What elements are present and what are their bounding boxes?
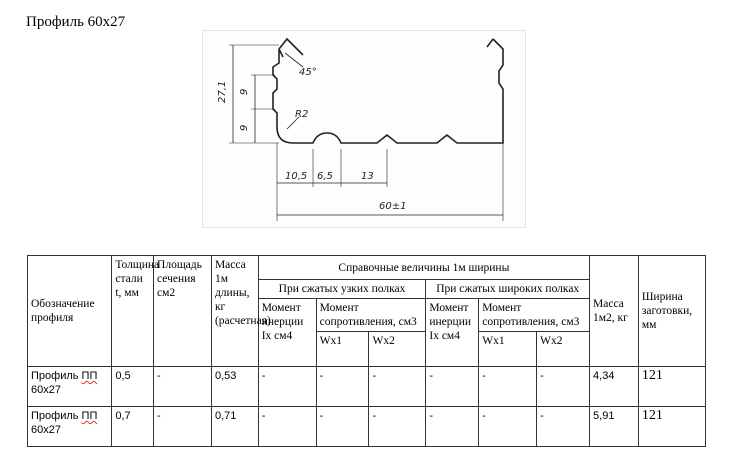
h-wide-inertia: Момент инерции Ix см4 (426, 299, 479, 367)
h-reference: Справочные величины 1м ширины (258, 256, 589, 280)
row-narrow-ix: - (258, 367, 316, 407)
dim1-label: 10,5 (285, 171, 308, 182)
row-wide-ix: - (426, 367, 479, 407)
angle-label: 45° (299, 67, 317, 78)
row-mass-1m: 0,71 (211, 407, 258, 447)
spec-table (27, 255, 706, 447)
profile-lip (279, 39, 303, 55)
profile-lip-right (487, 39, 493, 47)
radius-label: R2 (295, 109, 309, 120)
h-wide-wx2: Wx2 (537, 332, 590, 367)
row-wide-wx1: - (479, 367, 537, 407)
row-thickness: 0,5 (112, 367, 154, 407)
row-wide-ix: - (426, 407, 479, 447)
row-designation: Профиль ПП 60х27 (28, 367, 112, 407)
h-narrow-wx1: Wx1 (316, 332, 369, 367)
row-mass-1m2: 4,34 (590, 367, 639, 407)
h-area: Площадь сечения см2 (154, 256, 212, 367)
row-narrow-wx1: - (316, 367, 369, 407)
row-wide-wx2: - (537, 367, 590, 407)
table-row (28, 367, 706, 407)
dim3-label: 13 (361, 171, 374, 182)
width-label: 60±1 (379, 201, 407, 212)
angle-leader (285, 53, 303, 67)
h-thickness: Толщина стали t, мм (112, 256, 154, 367)
h-wide-wx1: Wx1 (479, 332, 537, 367)
profile-drawing (202, 30, 526, 228)
row-area: - (154, 367, 212, 407)
h-wide: При сжатых широких полках (426, 280, 590, 299)
row-wide-wx1: - (479, 407, 537, 447)
row-narrow-wx2: - (369, 407, 426, 447)
profile-svg (203, 31, 525, 227)
h-blank-width: Ширина заготовки, мм (638, 256, 705, 367)
h-mass-1m2: Масса 1м2, кг (590, 256, 639, 367)
row-width: 121 (638, 367, 705, 407)
h-mass-1m: Масса 1м длины, кг (расчетная) (211, 256, 258, 367)
row-area: - (154, 407, 212, 447)
row-thickness: 0,7 (112, 407, 154, 447)
row-designation: Профиль ПП 60х27 (28, 407, 112, 447)
height-label: 27,1 (217, 80, 228, 103)
h-wide-resist: Момент сопротивления, см3 (479, 299, 590, 332)
page-title: Профиль 60х27 (26, 14, 126, 30)
h-narrow-inertia: Момент инерции Ix см4 (258, 299, 316, 367)
row-wide-wx2: - (537, 407, 590, 447)
row-width: 121 (638, 407, 705, 447)
h-narrow-wx2: Wx2 (369, 332, 426, 367)
upper-label: 9 (239, 88, 250, 95)
h-narrow-resist: Момент сопротивления, см3 (316, 299, 426, 332)
row-mass-1m2: 5,91 (590, 407, 639, 447)
row-narrow-wx2: - (369, 367, 426, 407)
row-narrow-ix: - (258, 407, 316, 447)
row-mass-1m: 0,53 (211, 367, 258, 407)
dim2-label: 6,5 (317, 171, 333, 182)
row-narrow-wx1: - (316, 407, 369, 447)
profile-outline (273, 39, 503, 143)
lower-label: 9 (239, 124, 250, 131)
h-designation: Обозначение профиля (28, 256, 112, 367)
h-narrow: При сжатых узких полках (258, 280, 426, 299)
table-row (28, 407, 706, 447)
